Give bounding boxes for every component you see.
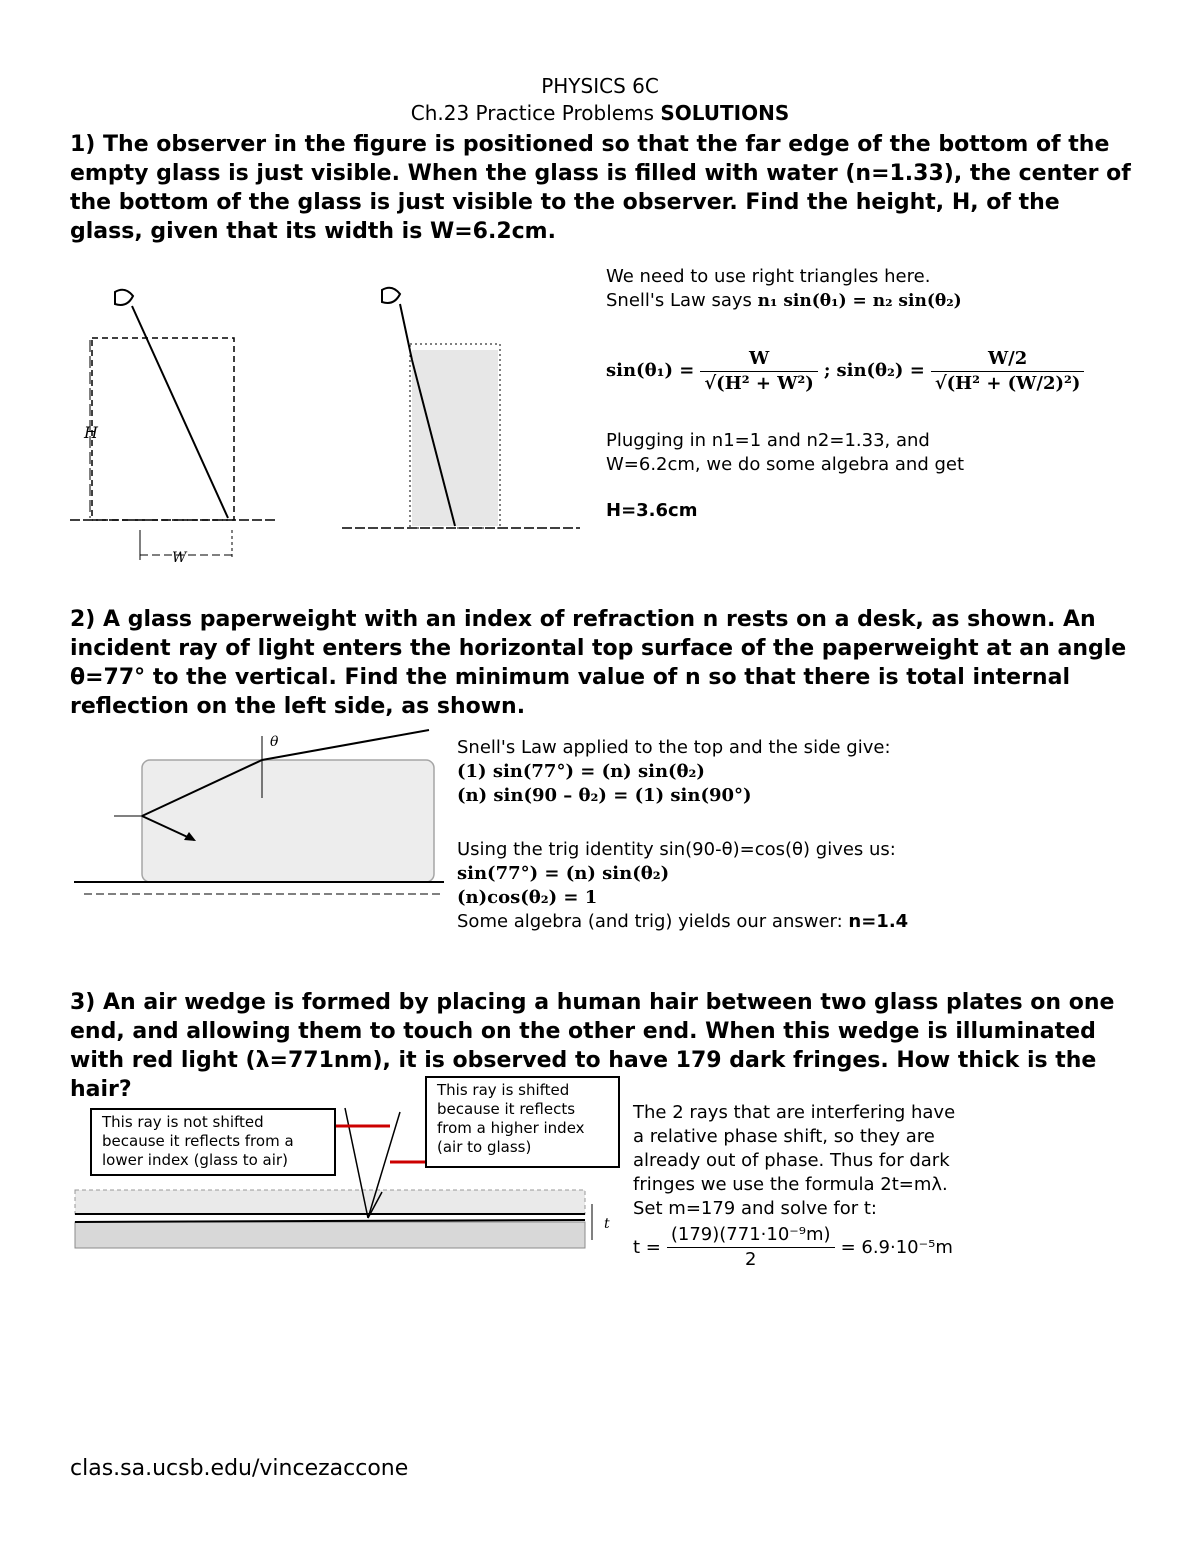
subtitle-text: Ch.23 Practice Problems	[410, 101, 661, 125]
p3-t-rhs: = 6.9·10⁻⁵m	[840, 1236, 953, 1258]
problem1-figure	[60, 270, 590, 580]
p2-line2: Using the trig identity sin(90-θ)=cos(θ) gives us:	[457, 839, 896, 860]
page-subtitle	[0, 101, 1200, 125]
eye-icon	[115, 290, 133, 305]
p1-line2	[606, 289, 1166, 313]
problem3-solution	[633, 1101, 1173, 1272]
footer-url: clas.sa.ucsb.edu/vincezaccone	[70, 1456, 409, 1481]
p1-sin2-lhs: sin(θ₂) =	[836, 360, 925, 381]
problem3-statement: 3) An air wedge is formed by placing a human hair between two glass plates on one end, and allowing them to touch on the other end. When this wedge is illuminated with red light (λ=771nm), it is observed to have 179 dark fringes. How thick is the hair?	[70, 990, 1115, 1102]
p1-sin1-num: W	[700, 347, 817, 372]
p3-formula	[633, 1223, 1173, 1272]
p3-t-fraction	[667, 1223, 835, 1272]
p2-eq1: (1) sin(77°) = (n) sin(θ₂)	[457, 761, 705, 782]
p1-sin2-fraction	[931, 347, 1085, 396]
p3-line3: already out of phase. Thus for dark	[633, 1150, 950, 1171]
p2-line1: Snell's Law applied to the top and the side give:	[457, 737, 891, 758]
p1-answer: H=3.6cm	[606, 500, 698, 521]
water-glass-diagram	[342, 288, 580, 528]
p1-sin1-fraction	[700, 347, 817, 396]
p1-sin1-lhs: sin(θ₁) =	[606, 360, 695, 381]
p3-line5: Set m=179 and solve for t:	[633, 1198, 877, 1219]
p3-t-lhs: t =	[633, 1236, 661, 1258]
callout-shifted: This ray is shifted because it reflects from a higher index (air to glass)	[425, 1076, 620, 1168]
p1-line4: W=6.2cm, we do some algebra and get	[606, 454, 965, 475]
problem2-solution	[457, 736, 1177, 934]
p1-sin1-den: √(H² + W²)	[704, 372, 814, 394]
p3-t-den: 2	[744, 1249, 757, 1270]
p1-separator: ;	[823, 360, 831, 381]
p3-line1: The 2 rays that are interfering have	[633, 1102, 956, 1123]
label-theta: θ	[270, 734, 279, 750]
label-t: t	[604, 1216, 610, 1232]
p1-sin2-den: √(H² + (W/2)²)	[934, 372, 1081, 394]
p1-line1: We need to use right triangles here.	[606, 266, 931, 287]
p2-line3	[457, 910, 1177, 934]
p1-sin-equations	[606, 327, 1166, 415]
callout-not-shifted: This ray is not shifted because it reflects from a lower index (glass to air)	[90, 1108, 336, 1176]
p1-line3: Plugging in n1=1 and n2=1.33, and	[606, 430, 930, 451]
p2-answer: n=1.4	[848, 911, 909, 932]
p1-snell-label: Snell's Law says	[606, 290, 752, 311]
label-W: W	[172, 550, 187, 566]
problem2-statement: 2) A glass paperweight with an index of refraction n rests on a desk, as shown. An incident ray of light enters the horizontal top surface of the paperweight at an angle θ=77° to the vertical. Find the minimum value of n so that there is total internal reflection on the left side, as shown.	[70, 607, 1127, 719]
p2-eq4: (n)cos(θ₂) = 1	[457, 887, 598, 908]
p3-line4: fringes we use the formula 2t=mλ.	[633, 1174, 948, 1195]
p3-t-num: (179)(771·10⁻⁹m)	[667, 1223, 835, 1248]
problem2-figure	[74, 728, 444, 903]
empty-glass-diagram	[70, 290, 275, 566]
p1-snell-eq: n₁ sin(θ₁) = n₂ sin(θ₂)	[757, 291, 962, 311]
p1-sin2-num: W/2	[931, 347, 1085, 372]
subtitle-solutions: SOLUTIONS	[660, 101, 790, 125]
problem1-statement: 1) The observer in the figure is positioned so that the far edge of the bottom of the empty glass is just visible. When the glass is filled with water (n=1.33), the center of the bottom of the glass is just visible to the observer. Find the height, H, of the glass, given that its width is W=6.2cm.	[70, 132, 1131, 244]
p3-line2: a relative phase shift, so they are	[633, 1126, 935, 1147]
course-title: PHYSICS 6C	[541, 74, 659, 98]
eye-icon-2	[382, 288, 400, 303]
p2-eq3: sin(77°) = (n) sin(θ₂)	[457, 863, 670, 884]
label-H: H	[84, 423, 98, 442]
p2-eq2: (n) sin(90 – θ₂) = (1) sin(90°)	[457, 785, 752, 806]
problem1-solution	[606, 265, 1166, 523]
p2-algebra-text: Some algebra (and trig) yields our answer:	[457, 911, 849, 932]
